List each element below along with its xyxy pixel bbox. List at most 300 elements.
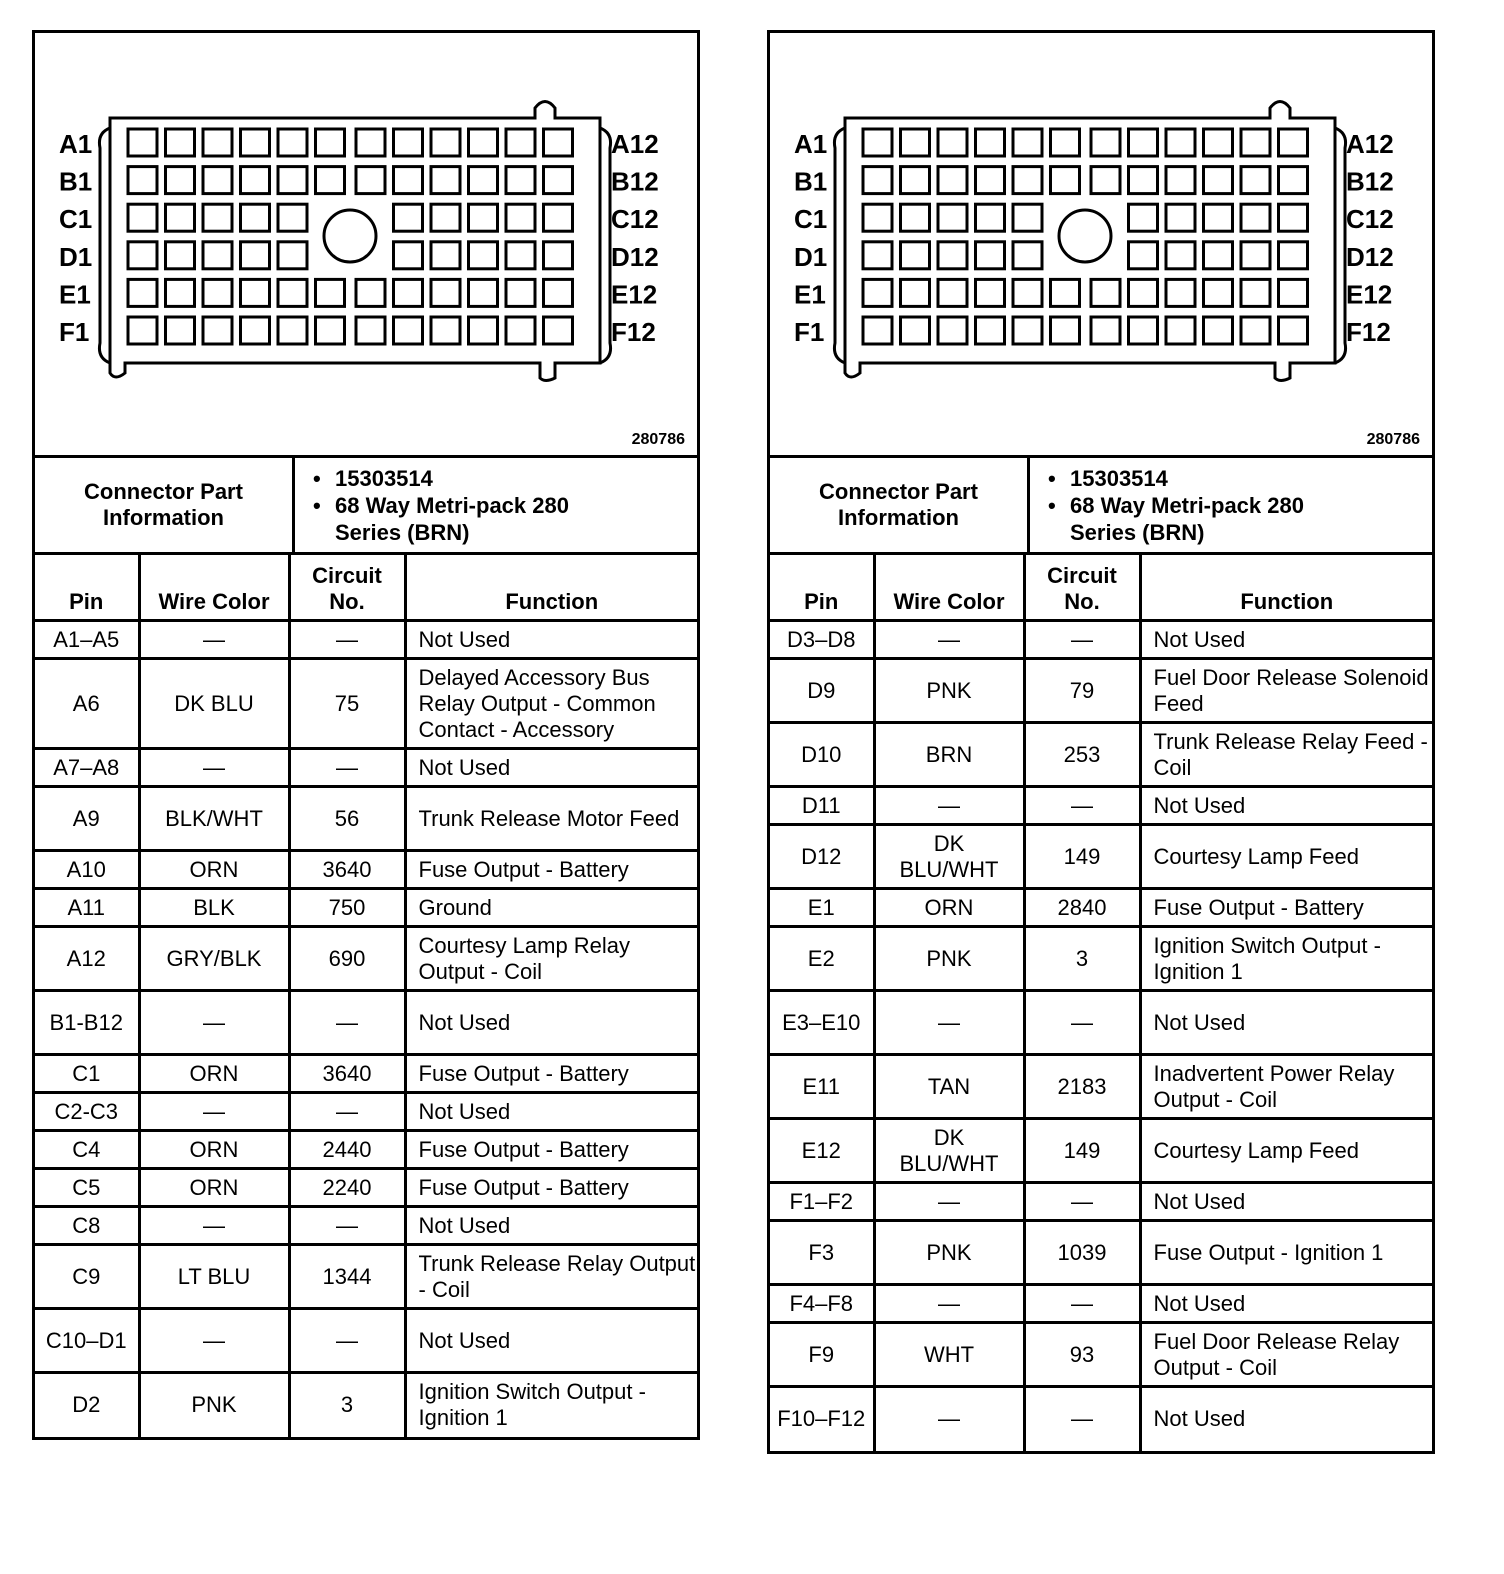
pin-cavity	[166, 129, 195, 156]
pin-cavity	[901, 129, 930, 156]
pin-cavity	[938, 204, 967, 231]
pin-cavity	[506, 204, 535, 231]
row-label-right: C12	[611, 204, 659, 235]
col-header-wire-color: Wire Color	[874, 555, 1024, 621]
circuit-no-cell: 253	[1024, 723, 1140, 787]
pin-cell: A11	[35, 889, 139, 927]
pin-cavity	[976, 204, 1005, 231]
pin-cavity	[1051, 167, 1080, 194]
function-cell: Not Used	[405, 749, 697, 787]
table-row	[35, 1245, 697, 1309]
right-bracket	[600, 128, 611, 363]
function-cell: Fuse Output - Battery	[405, 1131, 697, 1169]
pin-cavity	[1051, 317, 1080, 344]
function-cell: Fuse Output - Ignition 1	[1140, 1221, 1432, 1285]
pin-cell: F3	[770, 1221, 874, 1285]
pin-cell: C10–D1	[35, 1309, 139, 1373]
col-header-wire-color: Wire Color	[139, 555, 289, 621]
pin-cavity	[863, 317, 892, 344]
circuit-no-cell: 2240	[289, 1169, 405, 1207]
pin-cell: A7–A8	[35, 749, 139, 787]
row-label-right: C12	[1346, 204, 1394, 235]
pin-cavity	[1091, 279, 1120, 306]
right-bracket	[1335, 128, 1346, 363]
row-label-left: F1	[794, 317, 825, 347]
function-cell: Trunk Release Relay Feed - Coil	[1140, 723, 1432, 787]
function-cell: Inadvertent Power Relay Output - Coil	[1140, 1055, 1432, 1119]
wire-color-cell: PNK	[874, 659, 1024, 723]
wire-color-cell: LT BLU	[139, 1245, 289, 1309]
function-cell: Delayed Accessory Bus Relay Output - Common Contact - Accessory	[405, 659, 697, 749]
row-label-left: C1	[794, 204, 828, 235]
pin-cavity	[938, 167, 967, 194]
row-label-left: B1	[59, 166, 93, 197]
table-row	[35, 621, 697, 659]
center-hole	[1059, 210, 1111, 262]
pin-cavity	[1129, 129, 1158, 156]
row-label-right: E12	[611, 279, 658, 310]
pin-cavity	[1166, 129, 1195, 156]
pin-cavity	[506, 317, 535, 344]
function-cell: Fuel Door Release Solenoid Feed	[1140, 659, 1432, 723]
pin-cavity	[203, 279, 232, 306]
circuit-no-cell: —	[289, 621, 405, 659]
pin-cavity	[938, 242, 967, 269]
table-row	[35, 787, 697, 851]
pin-cell: D3–D8	[770, 621, 874, 659]
pin-cavity	[1013, 317, 1042, 344]
table-row	[35, 1207, 697, 1245]
pin-cavity	[316, 317, 345, 344]
pin-cavity	[938, 279, 967, 306]
function-cell: Fuse Output - Battery	[405, 1055, 697, 1093]
center-hole	[324, 210, 376, 262]
pin-cavity	[241, 167, 270, 194]
wire-color-cell: BLK	[139, 889, 289, 927]
pin-cavity	[128, 129, 157, 156]
table-row	[770, 889, 1432, 927]
pin-cavity	[544, 129, 573, 156]
pin-cell: F10–F12	[770, 1387, 874, 1451]
pin-cell: E2	[770, 927, 874, 991]
wire-color-cell: TAN	[874, 1055, 1024, 1119]
wire-color-cell: —	[874, 1183, 1024, 1221]
wire-color-cell: —	[139, 749, 289, 787]
wire-color-cell: DK BLU	[139, 659, 289, 749]
pin-cavity	[394, 204, 423, 231]
pin-cavity	[1279, 167, 1308, 194]
function-cell: Courtesy Lamp Feed	[1140, 1119, 1432, 1183]
table-row	[770, 927, 1432, 991]
wire-color-cell: ORN	[139, 851, 289, 889]
function-cell: Trunk Release Relay Output - Coil	[405, 1245, 697, 1309]
wire-color-cell: WHT	[874, 1323, 1024, 1387]
pin-cavity	[166, 317, 195, 344]
pin-cavity	[431, 279, 460, 306]
pin-cavity	[1166, 204, 1195, 231]
circuit-no-cell: —	[1024, 787, 1140, 825]
pin-cavity	[1051, 279, 1080, 306]
wire-color-cell: DK BLU/WHT	[874, 1119, 1024, 1183]
table-row	[770, 1183, 1432, 1221]
pin-cell: E1	[770, 889, 874, 927]
pin-cell: A6	[35, 659, 139, 749]
table-row	[35, 1055, 697, 1093]
pin-cavity	[1166, 317, 1195, 344]
connector-face-diagram	[35, 33, 697, 458]
pin-cell: A1–A5	[35, 621, 139, 659]
circuit-no-cell: —	[289, 1093, 405, 1131]
pin-cavity	[1013, 242, 1042, 269]
circuit-no-cell: 2840	[1024, 889, 1140, 927]
pin-cavity	[278, 204, 307, 231]
row-label-left: D1	[59, 241, 93, 272]
pin-cavity	[544, 317, 573, 344]
pin-cavity	[1204, 242, 1233, 269]
pin-cavity	[1091, 167, 1120, 194]
pin-cavity	[394, 317, 423, 344]
wire-color-cell: ORN	[139, 1131, 289, 1169]
circuit-no-cell: 93	[1024, 1323, 1140, 1387]
pin-cavity	[901, 204, 930, 231]
function-cell: Not Used	[1140, 621, 1432, 659]
pin-cavity	[203, 167, 232, 194]
pin-cell: C8	[35, 1207, 139, 1245]
pin-cavity	[901, 167, 930, 194]
circuit-no-cell: 750	[289, 889, 405, 927]
circuit-no-cell: 1039	[1024, 1221, 1140, 1285]
wire-color-cell: ORN	[139, 1055, 289, 1093]
pin-cavity	[976, 242, 1005, 269]
pin-cell: D11	[770, 787, 874, 825]
pin-cavity	[469, 129, 498, 156]
pin-cavity	[431, 242, 460, 269]
pin-cavity	[316, 167, 345, 194]
table-row	[35, 991, 697, 1055]
pin-cell: F9	[770, 1323, 874, 1387]
pin-cavity	[544, 204, 573, 231]
pin-cavity	[166, 204, 195, 231]
function-cell: Not Used	[1140, 1387, 1432, 1451]
pin-cavity	[976, 167, 1005, 194]
wire-color-cell: BLK/WHT	[139, 787, 289, 851]
pin-cavity	[544, 279, 573, 306]
pin-cavity	[506, 167, 535, 194]
pin-cell: D12	[770, 825, 874, 889]
pin-cavity	[469, 242, 498, 269]
table-row	[770, 825, 1432, 889]
table-row	[770, 1323, 1432, 1387]
pin-cavity	[431, 167, 460, 194]
pin-cavity	[506, 279, 535, 306]
table-row	[35, 1169, 697, 1207]
circuit-no-cell: 3640	[289, 851, 405, 889]
circuit-no-cell: 79	[1024, 659, 1140, 723]
circuit-no-cell: —	[1024, 991, 1140, 1055]
pin-cavity	[431, 317, 460, 344]
row-label-right: F12	[1346, 317, 1391, 347]
circuit-no-cell: 1344	[289, 1245, 405, 1309]
pin-cavity	[938, 129, 967, 156]
pin-cavity	[863, 279, 892, 306]
wire-color-cell: PNK	[139, 1373, 289, 1437]
pin-cavity	[863, 129, 892, 156]
pin-cavity	[1091, 129, 1120, 156]
row-label-left: D1	[794, 241, 828, 272]
function-cell: Not Used	[1140, 1285, 1432, 1323]
table-row	[35, 1131, 697, 1169]
table-row	[35, 1373, 697, 1437]
pin-cavity	[1013, 129, 1042, 156]
pin-cell: A12	[35, 927, 139, 991]
function-cell: Not Used	[405, 1093, 697, 1131]
pin-cell: D9	[770, 659, 874, 723]
function-cell: Not Used	[405, 1207, 697, 1245]
pin-cavity	[1051, 129, 1080, 156]
circuit-no-cell: 3	[1024, 927, 1140, 991]
circuit-no-cell: 3640	[289, 1055, 405, 1093]
table-row	[770, 1387, 1432, 1451]
pin-cavity	[356, 167, 385, 194]
left-bracket	[99, 128, 110, 363]
right-connector-panel	[767, 30, 1435, 1454]
pin-cavity	[241, 317, 270, 344]
pin-cell: C5	[35, 1169, 139, 1207]
wire-color-cell: —	[139, 1207, 289, 1245]
pinout-table-right	[770, 555, 1432, 1451]
connector-outline-graphic	[770, 33, 1432, 455]
pin-cell: D10	[770, 723, 874, 787]
pin-cavity	[356, 129, 385, 156]
pin-cell: A10	[35, 851, 139, 889]
connector-part-info-header: Connector Part Information	[770, 458, 1029, 554]
pin-cavity	[241, 279, 270, 306]
table-row	[770, 1285, 1432, 1323]
pin-cavity	[1241, 204, 1270, 231]
connector-part-number: • 15303514	[335, 465, 697, 492]
pin-cavity	[1279, 279, 1308, 306]
wire-color-cell: —	[139, 1309, 289, 1373]
table-row	[770, 1119, 1432, 1183]
row-label-left: F1	[59, 317, 90, 347]
wire-color-cell: —	[874, 621, 1024, 659]
function-cell: Courtesy Lamp Relay Output - Coil	[405, 927, 697, 991]
pin-cavity	[241, 204, 270, 231]
pin-cavity	[166, 167, 195, 194]
function-cell: Not Used	[405, 1309, 697, 1373]
table-row	[35, 1093, 697, 1131]
circuit-no-cell: —	[289, 991, 405, 1055]
function-cell: Trunk Release Motor Feed	[405, 787, 697, 851]
row-label-right: B12	[1346, 166, 1394, 197]
pin-cavity	[863, 167, 892, 194]
pin-cavity	[394, 167, 423, 194]
pin-cavity	[901, 279, 930, 306]
pin-cavity	[506, 242, 535, 269]
circuit-no-cell: 690	[289, 927, 405, 991]
row-label-left: A1	[59, 129, 93, 159]
wire-color-cell: GRY/BLK	[139, 927, 289, 991]
circuit-no-cell: —	[1024, 621, 1140, 659]
row-label-right: F12	[611, 317, 656, 347]
connector-part-info-header: Connector Part Information	[35, 458, 294, 554]
pin-cavity	[1241, 129, 1270, 156]
col-header-pin: Pin	[35, 555, 139, 621]
pin-cavity	[1129, 204, 1158, 231]
function-cell: Fuse Output - Battery	[405, 1169, 697, 1207]
function-cell: Not Used	[405, 991, 697, 1055]
wire-color-cell: PNK	[874, 1221, 1024, 1285]
wire-color-cell: PNK	[874, 927, 1024, 991]
pin-cell: E12	[770, 1119, 874, 1183]
pin-cell: E3–E10	[770, 991, 874, 1055]
pin-cell: F4–F8	[770, 1285, 874, 1323]
pin-cavity	[394, 242, 423, 269]
circuit-no-cell: 75	[289, 659, 405, 749]
connector-part-number: • 15303514	[1070, 465, 1432, 492]
row-label-right: D12	[1346, 241, 1394, 272]
connector-description: • 68 Way Metri-pack 280 Series (BRN)	[335, 492, 595, 546]
pin-cavity	[278, 167, 307, 194]
row-label-left: E1	[59, 279, 91, 310]
row-label-right: B12	[611, 166, 659, 197]
function-cell: Not Used	[1140, 787, 1432, 825]
wire-color-cell: —	[874, 1387, 1024, 1451]
table-row	[770, 621, 1432, 659]
col-header-function: Function	[1140, 555, 1432, 621]
table-row	[35, 889, 697, 927]
table-row	[35, 1309, 697, 1373]
pin-cavity	[901, 317, 930, 344]
pin-cavity	[469, 279, 498, 306]
table-row	[770, 659, 1432, 723]
connector-outline-graphic	[35, 33, 697, 455]
circuit-no-cell: 3	[289, 1373, 405, 1437]
diagram-id-number: 280786	[631, 431, 685, 448]
circuit-no-cell: 2183	[1024, 1055, 1140, 1119]
table-row	[35, 659, 697, 749]
pin-cavity	[431, 129, 460, 156]
pin-cavity	[166, 279, 195, 306]
pin-cavity	[1204, 129, 1233, 156]
row-label-left: C1	[59, 204, 93, 235]
circuit-no-cell: —	[1024, 1183, 1140, 1221]
diagram-id-number: 280786	[1366, 431, 1420, 448]
pin-cavity	[1204, 279, 1233, 306]
pin-cell: F1–F2	[770, 1183, 874, 1221]
pin-cavity	[1204, 167, 1233, 194]
pin-cavity	[1166, 167, 1195, 194]
circuit-no-cell: 2440	[289, 1131, 405, 1169]
col-header-circuit-no: Circuit No.	[1024, 555, 1140, 621]
function-cell: Fuel Door Release Relay Output - Coil	[1140, 1323, 1432, 1387]
wire-color-cell: —	[139, 991, 289, 1055]
function-cell: Ground	[405, 889, 697, 927]
pin-cavity	[1129, 167, 1158, 194]
row-label-left: A1	[794, 129, 828, 159]
pin-cavity	[1129, 317, 1158, 344]
pin-cavity	[863, 242, 892, 269]
pin-cavity	[394, 279, 423, 306]
row-label-left: B1	[794, 166, 828, 197]
circuit-no-cell: 149	[1024, 825, 1140, 889]
pin-cavity	[976, 317, 1005, 344]
pin-cavity	[976, 279, 1005, 306]
pin-cavity	[1013, 279, 1042, 306]
col-header-circuit-no: Circuit No.	[289, 555, 405, 621]
pin-cavity	[1013, 167, 1042, 194]
circuit-no-cell: —	[1024, 1285, 1140, 1323]
pin-cavity	[128, 204, 157, 231]
wire-color-cell: —	[874, 991, 1024, 1055]
pin-cavity	[469, 167, 498, 194]
pin-cavity	[1279, 204, 1308, 231]
table-row	[770, 991, 1432, 1055]
pin-cavity	[1204, 317, 1233, 344]
pin-cavity	[469, 317, 498, 344]
pin-cavity	[1241, 317, 1270, 344]
pin-cavity	[1204, 204, 1233, 231]
function-cell: Fuse Output - Battery	[1140, 889, 1432, 927]
function-cell: Not Used	[1140, 1183, 1432, 1221]
row-label-right: A12	[1346, 129, 1394, 159]
table-row	[770, 787, 1432, 825]
pin-cell: D2	[35, 1373, 139, 1437]
pin-cavity	[976, 129, 1005, 156]
pin-cavity	[1279, 129, 1308, 156]
pin-cavity	[316, 279, 345, 306]
wire-color-cell: BRN	[874, 723, 1024, 787]
table-row	[770, 1221, 1432, 1285]
pin-cavity	[1241, 167, 1270, 194]
pin-cavity	[1166, 279, 1195, 306]
circuit-no-cell: —	[1024, 1387, 1140, 1451]
pin-cavity	[166, 242, 195, 269]
connector-part-info	[770, 458, 1432, 555]
pin-cavity	[241, 242, 270, 269]
pin-cavity	[1166, 242, 1195, 269]
wire-color-cell: —	[139, 621, 289, 659]
wire-color-cell: ORN	[139, 1169, 289, 1207]
pin-cavity	[544, 167, 573, 194]
pin-cavity	[278, 129, 307, 156]
pin-cavity	[469, 204, 498, 231]
function-cell: Ignition Switch Output - Ignition 1	[405, 1373, 697, 1437]
wire-color-cell: —	[139, 1093, 289, 1131]
row-label-right: D12	[611, 241, 659, 272]
pin-cavity	[1013, 204, 1042, 231]
pin-cavity	[1241, 279, 1270, 306]
function-cell: Fuse Output - Battery	[405, 851, 697, 889]
function-cell: Not Used	[1140, 991, 1432, 1055]
connector-description: • 68 Way Metri-pack 280 Series (BRN)	[1070, 492, 1330, 546]
pin-cell: C4	[35, 1131, 139, 1169]
row-label-right: A12	[611, 129, 659, 159]
connector-part-info	[35, 458, 697, 555]
wire-color-cell: DK BLU/WHT	[874, 825, 1024, 889]
col-header-pin: Pin	[770, 555, 874, 621]
table-row	[770, 723, 1432, 787]
pin-cavity	[203, 129, 232, 156]
pin-cavity	[544, 242, 573, 269]
pin-cavity	[316, 129, 345, 156]
pin-cavity	[1129, 279, 1158, 306]
pin-cell: B1-B12	[35, 991, 139, 1055]
pin-cell: C2-C3	[35, 1093, 139, 1131]
function-cell: Courtesy Lamp Feed	[1140, 825, 1432, 889]
wire-color-cell: —	[874, 787, 1024, 825]
pin-cell: E11	[770, 1055, 874, 1119]
